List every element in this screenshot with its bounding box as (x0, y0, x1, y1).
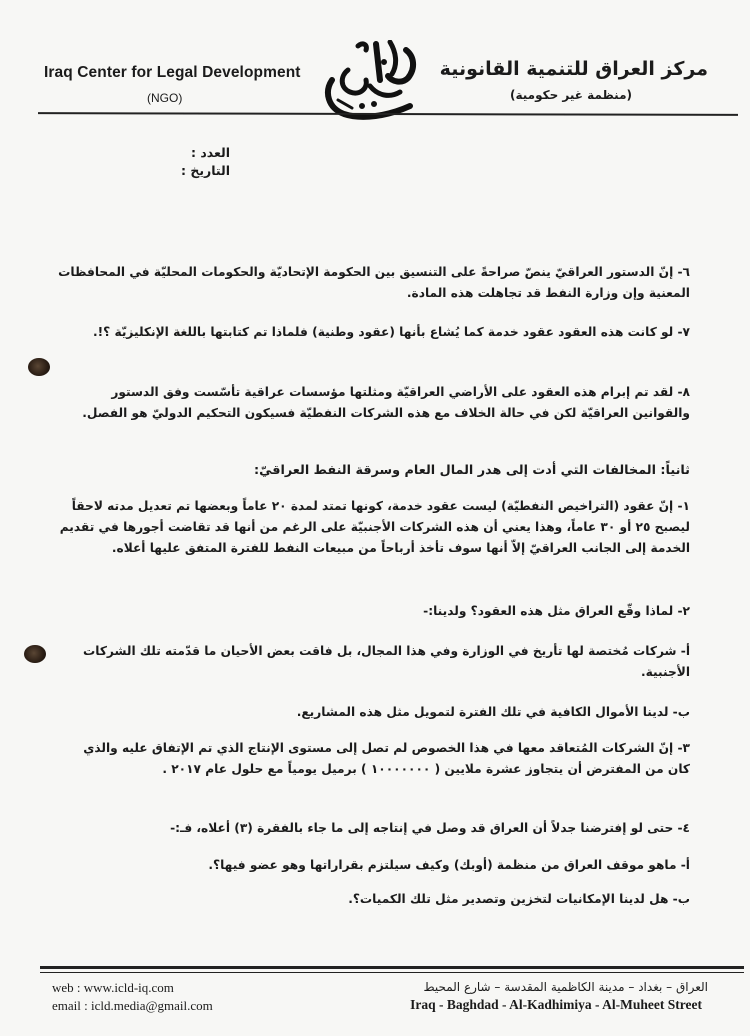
footer-address-english: Iraq - Baghdad - Al-Kadhimiya - Al-Muheet Street (410, 997, 702, 1012)
footer-address-arabic: العراق – بغداد – مدينة الكاظمية المقدسة – شارع المحيط (423, 980, 708, 994)
item-1: ١- إنّ عقود (التراخيص النفطيّة) ليست عقود خدمة، كونها تمتد لمدة ٢٠ عاماً وبعضها تم تعديل مدته لاحقاً ليصبح ٢٥ أو ٣٠ عاماً، وهذا يعني أن هذه الشركات الأجنبيّة على الرغم من أنها قد تقاضت أجورها في تقديم الخدمة إلى الجانب العراقيّ إلاّ أنها سوف تأخذ أرباحاً من مبيعات النفط للفترة المتفق عليها أعلاه. (59, 499, 690, 555)
footer-divider (40, 966, 744, 969)
calligraphy-logo-icon (318, 40, 428, 122)
item-4a: أ- ماهو موقف العراق من منظمة (أوبك) وكيف سيلتزم بقراراتها وهو عضو فيها؟. (208, 858, 690, 872)
footer-divider-thin (40, 972, 744, 973)
org-name-english: Iraq Center for Legal Development (44, 64, 301, 81)
paragraph-8: ٨- لقد تم إبرام هذه العقود على الأراضي العراقيّة ومثلتها مؤسسات عراقية تأسّست وفق الدستور والقوانين العراقيّة لكن في حالة الخلاف مع هذه الشركات النفطيّة فسيكون التحكيم الدوليّ هو الفصل. (82, 385, 690, 420)
item-2a: أ- شركات مُختصة لها تأريخ في الوزارة وفي هذا المجال، بل فاقت بعض الأحيان ما قدّمته تلك الشركات الأجنبية. (83, 644, 690, 679)
footer-website: web : www.icld-iq.com (52, 980, 174, 995)
item-4: ٤- حتى لو إفترضنا جدلاً أن العراق قد وصل في إنتاجه إلى ما جاء بالفقرة (٣) أعلاه، فـ:- (170, 821, 690, 835)
punch-hole (28, 358, 50, 376)
punch-hole (24, 645, 46, 663)
item-3: ٣- إنّ الشركات المُتعاقد معها في هذا الخصوص لم تصل إلى مستوى الإنتاج الذي تم الإتفاق عليه والذي كان من المفترض أن يتجاوز عشرة ملايين ( ١٠٠٠٠٠٠٠ ) برميل يومياً مع حلول عام ٢٠١٧ . (83, 741, 690, 776)
item-2b: ب- لدينا الأموال الكافية في تلك الفترة لتمويل مثل هذه المشاريع. (296, 705, 690, 719)
org-name-arabic: مركز العراق للتنمية القانونية (439, 58, 708, 80)
footer-email: email : icld.media@gmail.com (52, 998, 213, 1013)
org-type-arabic: (منظمة غير حكومية) (510, 88, 632, 102)
item-2: ٢- لماذا وقّع العراق مثل هذه العقود؟ ولدينا:- (423, 604, 690, 618)
section-heading: ثانياً: المخالفات التي أدت إلى هدر المال العام وسرقة النفط العراقيّ: (254, 463, 690, 478)
reference-number-label: العدد : (190, 145, 230, 160)
date-label: التاريخ : (180, 163, 230, 178)
paragraph-6: ٦- إنّ الدستور العراقيّ ينصّ صراحةً على التنسيق بين الحكومة الإتحاديّة والحكومات المحليّة في المحافظات المعنية وإن وزارة النفط قد تجاهلت هذه المادة. (58, 265, 690, 300)
paragraph-7: ٧- لو كانت هذه العقود عقود خدمة كما يُشاع بأنها (عقود وطنية) فلماذا تم كتابتها باللغة الإنكليزيّة ؟!. (92, 325, 690, 339)
org-type-english: (NGO) (147, 91, 183, 105)
item-4b: ب- هل لدينا الإمكانيات لتخزين وتصدير مثل تلك الكميات؟. (348, 892, 690, 906)
